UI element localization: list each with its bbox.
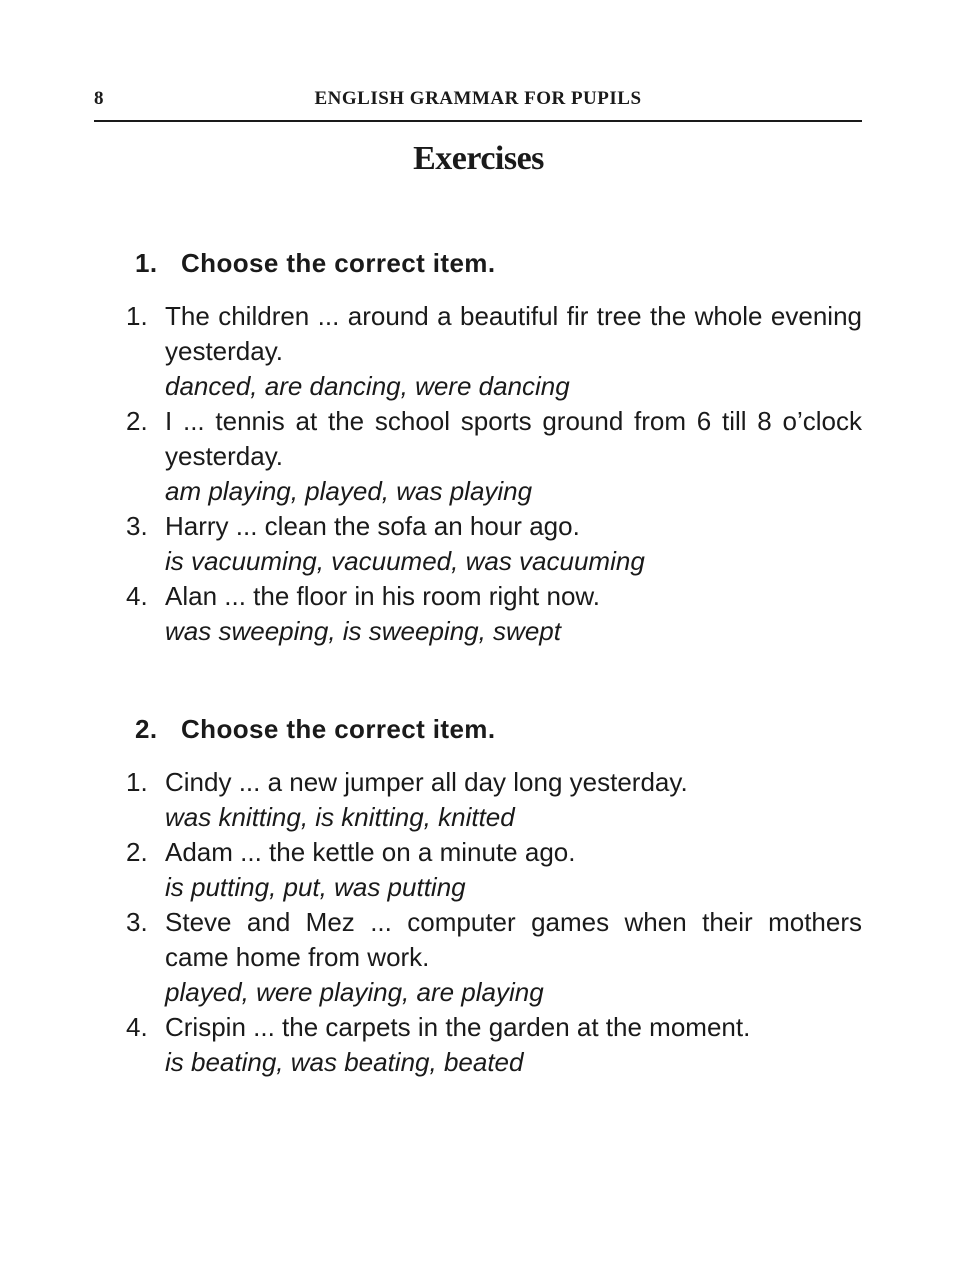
list-item	[126, 509, 862, 579]
list-item	[126, 1010, 862, 1080]
item-sentence: Adam ... the kettle on a minute ago.	[165, 837, 576, 867]
exercise-instruction: Choose the correct item.	[181, 714, 496, 744]
item-sentence: Alan ... the floor in his room right now.	[165, 581, 600, 611]
list-item	[126, 835, 862, 905]
exercise-1-items	[126, 299, 862, 649]
item-sentence: Harry ... clean the sofa an hour ago.	[165, 511, 580, 541]
item-number: 1.	[126, 301, 148, 331]
item-options: danced, are dancing, were dancing	[165, 371, 570, 401]
item-number: 1.	[126, 767, 148, 797]
running-header	[94, 86, 862, 122]
exercise-1-heading	[135, 248, 495, 279]
item-number: 2.	[126, 406, 148, 436]
exercise-2-heading	[135, 714, 495, 745]
book-title: ENGLISH GRAMMAR FOR PUPILS	[314, 88, 642, 109]
item-options: is vacuuming, vacuumed, was vacuuming	[165, 546, 645, 576]
item-sentence: I ... tennis at the school sports ground from 6 till 8 o’clock yesterday.	[165, 406, 862, 471]
item-number: 4.	[126, 581, 148, 611]
exercise-number: 2.	[135, 714, 158, 744]
section-title: Exercises	[413, 140, 544, 177]
item-sentence: Crispin ... the carpets in the garden at the moment.	[165, 1012, 751, 1042]
exercise-number: 1.	[135, 248, 158, 278]
list-item	[126, 404, 862, 509]
item-options: is putting, put, was putting	[165, 872, 466, 902]
item-options: played, were playing, are playing	[165, 977, 544, 1007]
exercise-2-items	[126, 765, 862, 1080]
item-number: 3.	[126, 511, 148, 541]
item-options: is beating, was beating, beated	[165, 1047, 524, 1077]
item-options: am playing, played, was playing	[165, 476, 533, 506]
item-sentence: The children ... around a beautiful fir tree the whole evening yesterday.	[165, 301, 862, 366]
list-item	[126, 579, 862, 649]
item-options: was knitting, is knitting, knitted	[165, 802, 515, 832]
page-number: 8	[94, 88, 104, 109]
item-number: 3.	[126, 907, 148, 937]
list-item	[126, 905, 862, 1010]
list-item	[126, 765, 862, 835]
exercise-instruction: Choose the correct item.	[181, 248, 496, 278]
item-sentence: Steve and Mez ... computer games when their mothers came home from work.	[165, 907, 862, 972]
item-sentence: Cindy ... a new jumper all day long yesterday.	[165, 767, 688, 797]
item-number: 4.	[126, 1012, 148, 1042]
list-item	[126, 299, 862, 404]
item-options: was sweeping, is sweeping, swept	[165, 616, 561, 646]
item-number: 2.	[126, 837, 148, 867]
